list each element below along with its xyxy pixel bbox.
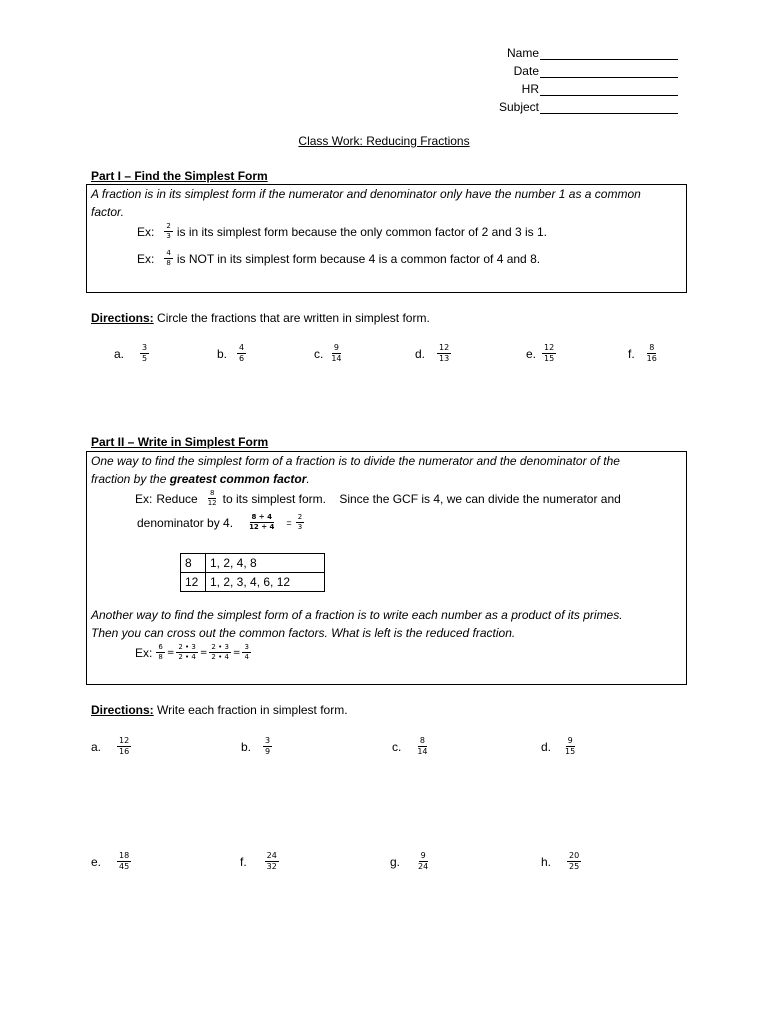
fraction xyxy=(176,644,198,661)
fraction xyxy=(416,852,430,871)
numerator: 9 xyxy=(333,343,339,352)
denominator: 15 xyxy=(565,747,576,756)
reduce-post: to its simplest form. Since the GCF is 4, we can divide the numerator and xyxy=(222,491,621,506)
hr-line xyxy=(540,83,678,96)
part1-definition: A fraction is in its simplest form if the numerator and denominator only have the number 1 as a common xyxy=(91,187,641,201)
table-cell-number: 12 xyxy=(181,573,206,592)
ex-label: Ex: xyxy=(135,645,153,660)
fraction xyxy=(265,852,279,871)
date-label: Date xyxy=(513,64,539,78)
problem-label: e. xyxy=(91,854,102,869)
option-label: d. xyxy=(415,346,426,361)
denominator: 16 xyxy=(646,354,657,363)
part2-directions xyxy=(91,703,348,717)
page-title: Class Work: Reducing Fractions xyxy=(298,134,470,148)
denominator: 3 xyxy=(166,232,171,240)
example-1-text: is in its simplest form because the only common factor of 2 and 3 is 1. xyxy=(176,224,547,239)
intro-line2-post: . xyxy=(306,472,310,486)
denominator: 13 xyxy=(439,354,450,363)
part1-title: Part I – Find the Simplest Form xyxy=(91,169,268,183)
fraction xyxy=(140,344,149,363)
fraction xyxy=(567,852,581,871)
factor-table xyxy=(180,553,325,592)
result-fraction xyxy=(296,514,304,531)
fraction xyxy=(156,644,164,661)
problem-label: d. xyxy=(541,739,552,754)
part2-example-2 xyxy=(135,644,251,661)
directions-text: Circle the fractions that are written in simplest form. xyxy=(157,311,430,325)
fraction xyxy=(263,737,272,756)
option-a[interactable] xyxy=(114,344,149,363)
denominator: 8 xyxy=(158,653,163,661)
numerator: 9 xyxy=(567,736,573,745)
denominator: 8 xyxy=(166,259,171,267)
denominator: 3 xyxy=(297,523,303,531)
fraction xyxy=(563,737,577,756)
option-d[interactable] xyxy=(415,344,451,363)
part2-another-line2: Then you can cross out the common factors. What is left is the reduced fraction. xyxy=(91,626,516,640)
problem-a[interactable] xyxy=(91,737,131,756)
denominator: 15 xyxy=(544,354,555,363)
fraction xyxy=(164,250,172,267)
directions-label: Directions: xyxy=(91,703,154,717)
table-cell-factors: 1, 2, 3, 4, 6, 12 xyxy=(206,573,325,592)
part2-example-1 xyxy=(135,490,621,507)
fraction xyxy=(242,644,250,661)
table-cell-factors: 1, 2, 4, 8 xyxy=(206,554,325,573)
prime-factor-equation xyxy=(156,644,251,661)
denominator: 24 xyxy=(418,862,429,871)
denominator: 2 • 4 xyxy=(211,653,229,661)
problem-g[interactable] xyxy=(390,852,430,871)
denominator: 9 xyxy=(265,747,271,756)
numerator: 3 xyxy=(244,643,249,651)
fraction xyxy=(437,344,451,363)
denom-text: denominator by 4. xyxy=(137,515,234,530)
ex-label: Ex: xyxy=(137,224,155,239)
name-label: Name xyxy=(506,46,539,60)
numerator: 18 xyxy=(119,851,130,860)
example-2-text: is NOT in its simplest form because 4 is a common factor of 4 and 8. xyxy=(176,251,541,266)
subject-line xyxy=(540,101,678,114)
problem-c[interactable] xyxy=(392,737,430,756)
problem-label: b. xyxy=(241,739,252,754)
name-line xyxy=(540,47,678,60)
numerator: 6 xyxy=(158,643,163,651)
problem-h[interactable] xyxy=(541,852,581,871)
numerator: 3 xyxy=(265,736,271,745)
numerator: 4 xyxy=(166,249,171,257)
intro-line2-bold: greatest common factor xyxy=(169,472,307,486)
part1-directions xyxy=(91,311,430,325)
equals-sign: = xyxy=(199,647,208,658)
option-label: b. xyxy=(217,346,228,361)
denominator: 6 xyxy=(239,354,245,363)
numerator: 3 xyxy=(142,343,148,352)
part1-example-2 xyxy=(137,250,540,267)
numerator: 8 ÷ 4 xyxy=(251,513,272,521)
division-fraction xyxy=(247,514,276,531)
denominator: 12 xyxy=(207,499,217,507)
numerator: 2 xyxy=(166,222,171,230)
denominator: 14 xyxy=(417,747,428,756)
name-field[interactable] xyxy=(507,46,678,60)
denominator: 32 xyxy=(266,862,277,871)
problem-label: g. xyxy=(390,854,401,869)
part2-another-line1: Another way to find the simplest form of a fraction is to write each number as a product of its primes. xyxy=(91,608,623,622)
fraction xyxy=(415,737,429,756)
part2-intro-line1: One way to find the simplest form of a fraction is to divide the numerator and the denominator of the xyxy=(91,454,620,468)
fraction xyxy=(645,344,659,363)
part2-box xyxy=(86,451,687,685)
problem-label: f. xyxy=(240,854,247,869)
numerator: 8 xyxy=(419,736,425,745)
date-line xyxy=(540,65,678,78)
numerator: 12 xyxy=(544,343,555,352)
problem-label: a. xyxy=(91,739,102,754)
ex-label: Ex: xyxy=(137,251,155,266)
numerator: 20 xyxy=(569,851,580,860)
fraction xyxy=(117,737,131,756)
table-row xyxy=(181,554,325,573)
denominator: 45 xyxy=(119,862,130,871)
numerator: 12 xyxy=(119,736,130,745)
table-row xyxy=(181,573,325,592)
numerator: 2 xyxy=(297,513,303,521)
option-label: e. xyxy=(526,346,537,361)
option-b[interactable] xyxy=(217,344,246,363)
numerator: 9 xyxy=(420,851,426,860)
fraction xyxy=(329,344,343,363)
problem-e[interactable] xyxy=(91,852,131,871)
numerator: 24 xyxy=(266,851,277,860)
part2-title: Part II – Write in Simplest Form xyxy=(91,435,269,449)
problem-b[interactable] xyxy=(241,737,272,756)
problem-f[interactable] xyxy=(240,852,279,871)
fraction xyxy=(164,223,172,240)
part2-division xyxy=(137,514,304,531)
denominator: 4 xyxy=(244,653,249,661)
fraction xyxy=(206,490,219,507)
table-cell-number: 8 xyxy=(181,554,206,573)
intro-line2-pre: fraction by the xyxy=(91,472,170,486)
subject-label: Subject xyxy=(498,100,539,114)
date-field[interactable] xyxy=(514,64,678,78)
denominator: 2 • 4 xyxy=(178,653,196,661)
part1-definition-cont: factor. xyxy=(91,205,124,219)
numerator: 2 • 3 xyxy=(178,643,196,651)
option-label: c. xyxy=(314,346,324,361)
option-f[interactable] xyxy=(628,344,659,363)
subject-field[interactable] xyxy=(499,100,678,114)
option-label: a. xyxy=(114,346,125,361)
equals-sign: = xyxy=(232,647,241,658)
hr-label: HR xyxy=(521,82,539,96)
denominator: 5 xyxy=(142,354,148,363)
option-c[interactable] xyxy=(314,344,344,363)
part1-box xyxy=(86,184,687,293)
numerator: 8 xyxy=(649,343,655,352)
problem-d[interactable] xyxy=(541,737,577,756)
denominator: 25 xyxy=(569,862,580,871)
ex-label: Ex: xyxy=(135,491,153,506)
equals-sign: = xyxy=(286,517,292,528)
fraction xyxy=(209,644,231,661)
directions-label: Directions: xyxy=(91,311,154,325)
equals-sign: = xyxy=(166,647,175,658)
denominator: 16 xyxy=(119,747,130,756)
hr-field[interactable] xyxy=(522,82,678,96)
problem-label: c. xyxy=(392,739,402,754)
fraction xyxy=(237,344,246,363)
denominator: 12 ÷ 4 xyxy=(249,523,275,531)
denominator: 14 xyxy=(331,354,342,363)
part2-intro-line2 xyxy=(91,472,310,486)
problem-label: h. xyxy=(541,854,552,869)
part1-example-1 xyxy=(137,223,547,240)
option-e[interactable] xyxy=(526,344,556,363)
reduce-pre: Reduce xyxy=(156,491,198,506)
numerator: 4 xyxy=(239,343,245,352)
option-label: f. xyxy=(628,346,635,361)
fraction xyxy=(117,852,131,871)
directions-text: Write each fraction in simplest form. xyxy=(157,703,348,717)
numerator: 12 xyxy=(439,343,450,352)
numerator: 2 • 3 xyxy=(211,643,229,651)
fraction xyxy=(542,344,556,363)
numerator: 8 xyxy=(209,489,215,497)
